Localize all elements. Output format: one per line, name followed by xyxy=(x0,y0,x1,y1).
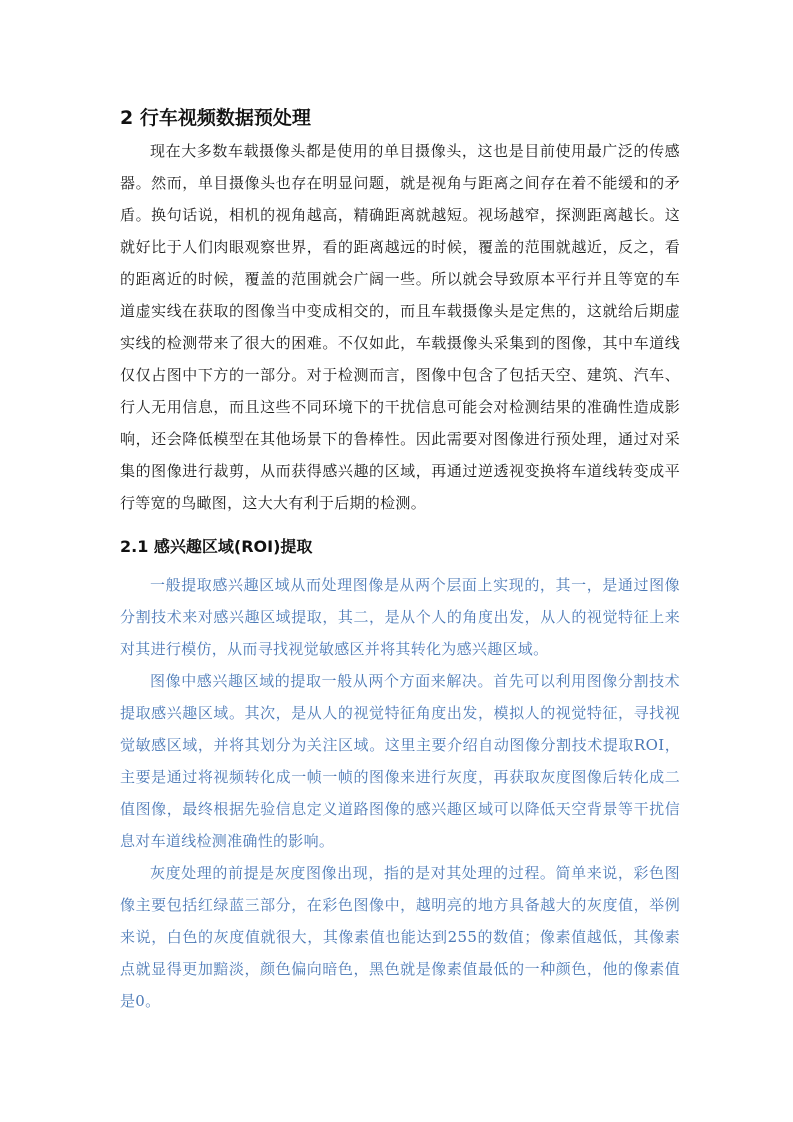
roi-paragraph-1: 一般提取感兴趣区域从而处理图像是从两个层面上实现的，其一，是通过图像分割技术来对感兴趣区域提取，其二，是从个人的角度出发，从人的视觉特征上来对其进行模仿，从而寻找视觉敏感区并将其转化为感兴趣区域。 xyxy=(120,576,680,658)
subsection-heading: 2.1 感兴趣区域(ROI)提取 xyxy=(120,537,313,556)
roi-paragraph-2: 图像中感兴趣区域的提取一般从两个方面来解决。首先可以利用图像分割技术提取感兴趣区域。其次，是从人的视觉特征角度出发，模拟人的视觉特征，寻找视觉敏感区域，并将其划分为关注区域。这里主要介绍自动图像分割技术提取ROI，主要是通过将视频转化成一帧一帧的图像来进行灰度，再获取灰度图像后转化成二值图像，最终根据先验信息定义道路图像的感兴趣区域可以降低天空背景等干扰信息对车道线检测准确性的影响。 xyxy=(120,672,680,850)
document-page xyxy=(120,100,680,1017)
roi-paragraph-3: 灰度处理的前提是灰度图像出现，指的是对其处理的过程。简单来说，彩色图像主要包括红绿蓝三部分，在彩色图像中，越明亮的地方具备越大的灰度值，举例来说，白色的灰度值就很大，其像素值也能达到255的数值；像素值越低，其像素点就显得更加黯淡，颜色偏向暗色，黑色就是像素值最低的一种颜色，他的像素值是0。 xyxy=(120,864,680,1010)
section-heading: 2 行车视频数据预处理 xyxy=(120,107,311,129)
section-paragraph: 现在大多数车载摄像头都是使用的单目摄像头，这也是目前使用最广泛的传感器。然而，单目摄像头也存在明显问题，就是视角与距离之间存在着不能缓和的矛盾。换句话说，相机的视角越高，精确距离就越短。视场越窄，探测距离越长。这就好比于人们肉眼观察世界，看的距离越远的时候，覆盖的范围就越近，反之，看的距离近的时候，覆盖的范围就会广阔一些。所以就会导致原本平行并且等宽的车道虚实线在获取的图像当中变成相交的，而且车载摄像头是定焦的，这就给后期虚实线的检测带来了很大的困难。不仅如此，车载摄像头采集到的图像，其中车道线仅仅占图中下方的一部分。对于检测而言，图像中包含了包括天空、建筑、汽车、行人无用信息，而且这些不同环境下的干扰信息可能会对检测结果的准确性造成影响，还会降低模型在其他场景下的鲁棒性。因此需要对图像进行预处理，通过对采集的图像进行裁剪，从而获得感兴趣的区域，再通过逆透视变换将车道线转变成平行等宽的鸟瞰图，这大大有利于后期的检测。 xyxy=(120,142,680,512)
